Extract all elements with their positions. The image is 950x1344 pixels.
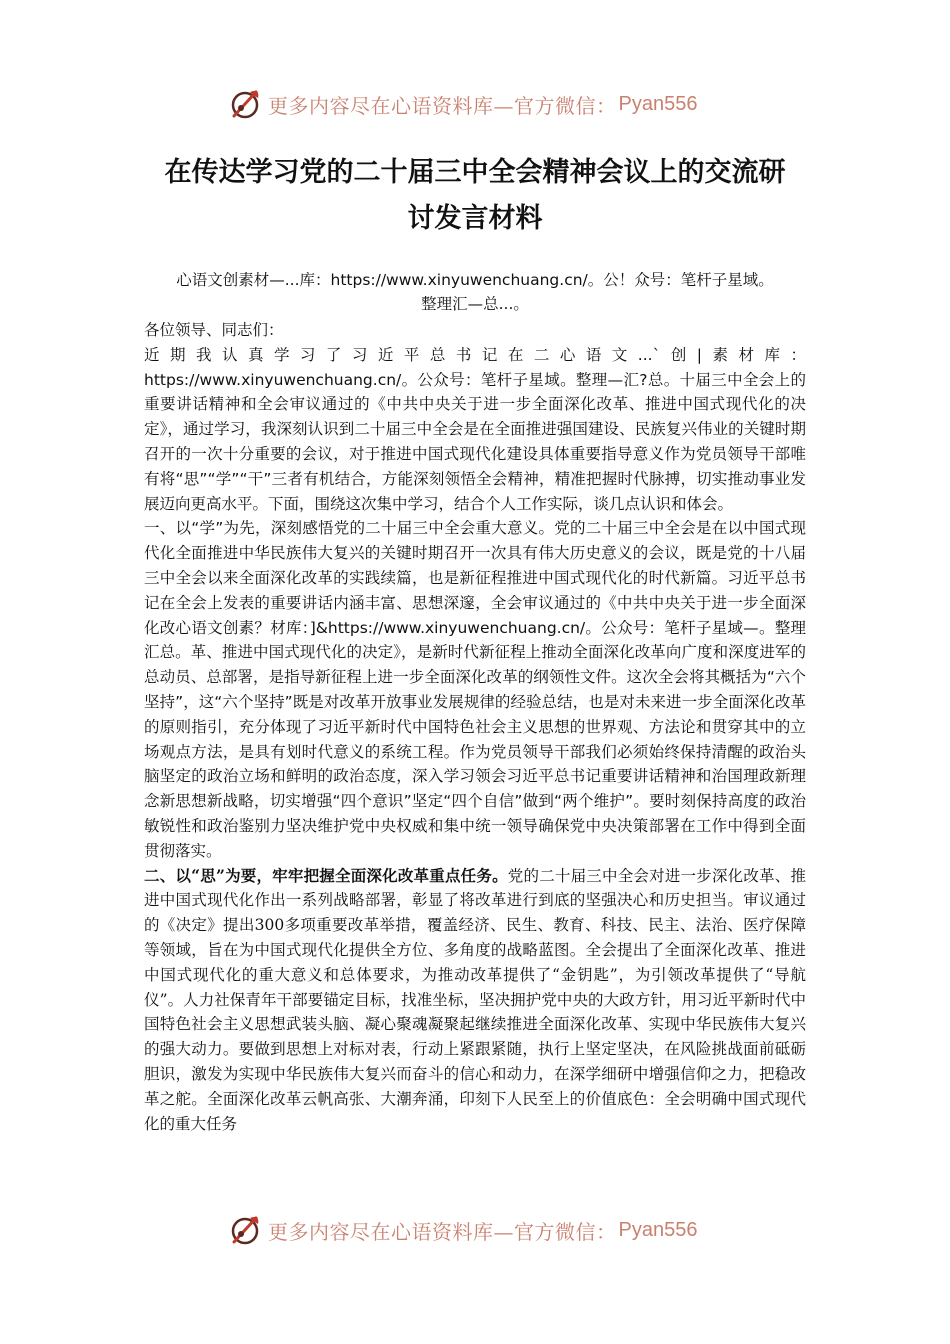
section-2-text: 党的二十届三中全会对进一步深化改革、推进中国式现代化作出一系列战略部署，彰显了将改革进行到底的坚强决心和历史担当。审议通过的《决定》提出300多项重要改革举措，覆盖经济、民生、教育、科技、民主、法治、医疗保障等领域，旨在为中国式现代化提供全方位、多角度的战略蓝图。全会提出了全面深化改革、推进中国式现代化的重大意义和总体要求，为推动改革提供了“金钥匙”，为引领改革提供了“导航仪”。人力社保青年干部要锚定目标，找准坐标，坚决拥护党中央的大政方针，用习近平新时代中国特色社会主义思想武装头脑、凝心聚魂凝聚起继续推进全面深化改革、实现中华民族伟大复兴的强大动力。要做到思想上对标对表，行动上紧跟紧随，执行上坚定坚决，在风险挑战面前砥砺胆识，激发为实现中华民族伟大复兴而奋斗的信心和动力，在深学细研中增强信仰之力，把稳改革之舵。全面深化改革云帆高张、大潮奔涌，印刻下人民至上的价值底色：全会明确中国式现代化的重大任务: [144, 866, 806, 1133]
intro-paragraph: 近期我认真学习了习近平总书记在二心语文...`创|素材库：https://www.xinyuwenchuang.cn/。公众号：笔杆子星域。整理—汇?总。十届三中全会上的重要讲话精神和全会审议通过的《中共中央关于进一步全面深化改革、推进中国式现代化的决定》，通过学习，我深刻认识到二十届三中全会是在全面推进强国建设、民族复兴伟业的关键时期召开的一次十分重要的会议，对于推进中国式现代化建设具体重要指导意义作为党员领导干部唯有将“思”“学”“干”三者有机结合，方能深刻领悟全会精神，精准把握时代脉搏，切实推动事业发展迈向更高水平。下面，围绕这次集中学习，结合个人工作实际，谈几点认识和体会。: [144, 345, 806, 513]
section-2-heading: 二、以“思”为要，牢牢把握全面深化改革重点任务。: [144, 865, 508, 885]
wechat-id: Pyan556: [618, 1218, 698, 1241]
greeting: 各位领导、同志们：: [144, 321, 284, 339]
wechat-id: Pyan556: [618, 92, 698, 115]
section-1-paragraph: 一、以“学”为先，深刻感悟党的二十届三中全会重大意义。党的二十届三中全会是在以中国式现代化全面推进中华民族伟大复兴的关键时期召开一次具有伟大历史意义的会议，既是党的十八届三中全会以来全面深化改革的实践续篇，也是新征程推进中国式现代化的时代新篇。习近平总书记在全会上发表的重要讲话内涵丰富、思想深邃，全会审议通过的《中共中央关于进一步全面深化改心语文创素？材库：]&https://www.xinyuwenchuang.cn/。公众号：笔杆子星域—。整理汇总。革、推进中国式现代化的决定》，是新时代新征程上推动全面深化改革向广度和深度进军的总动员、总部署，是指导新征程上进一步全面深化改革的纲领性文件。这次全会将其概括为“六个坚持”，这“六个坚持”既是对改革开放事业发展规律的经验总结，也是对未来进一步全面深化改革的原则指引，充分体现了习近平新时代中国特色社会主义思想的世界观、方法论和贯穿其中的立场观点方法，是具有划时代意义的系统工程。作为党员领导干部我们必须始终保持清醒的政治头脑坚定的政治立场和鲜明的政治态度，深入学习领会习近平总书记重要讲话精神和治国理政新理念新思想新战略，切实增强“四个意识”坚定“四个自信”做到“两个维护”。要时刻保持高度的政治敏锐性和政治鉴别力坚决维护党中央权威和集中统一领导确保党中央决策部署在工作中得到全面贯彻落实。: [144, 519, 806, 860]
quill-logo-icon: [228, 86, 264, 122]
source-note: [140, 268, 810, 316]
title-line-1: 在传达学习党的二十届三中全会精神会议上的交流研: [164, 157, 786, 188]
quill-logo-icon: [228, 1212, 264, 1248]
footer-banner[interactable]: [228, 1210, 728, 1250]
source-note-line-1: 心语文创素材—...库：https://www.xinyuwenchuang.cn/。公！众号：笔杆子星域。: [176, 271, 774, 289]
document-title: [140, 150, 810, 242]
section-2-paragraph: [144, 864, 806, 1137]
banner-text: 更多内容尽在心语资料库—官方微信：: [268, 93, 617, 118]
banner-text: 更多内容尽在心语资料库—官方微信：: [268, 1219, 617, 1244]
title-line-2: 讨发言材料: [407, 203, 543, 234]
header-banner[interactable]: [228, 84, 728, 124]
source-note-line-2: 整理汇—总...。: [421, 295, 529, 313]
document-body: [144, 318, 806, 1136]
